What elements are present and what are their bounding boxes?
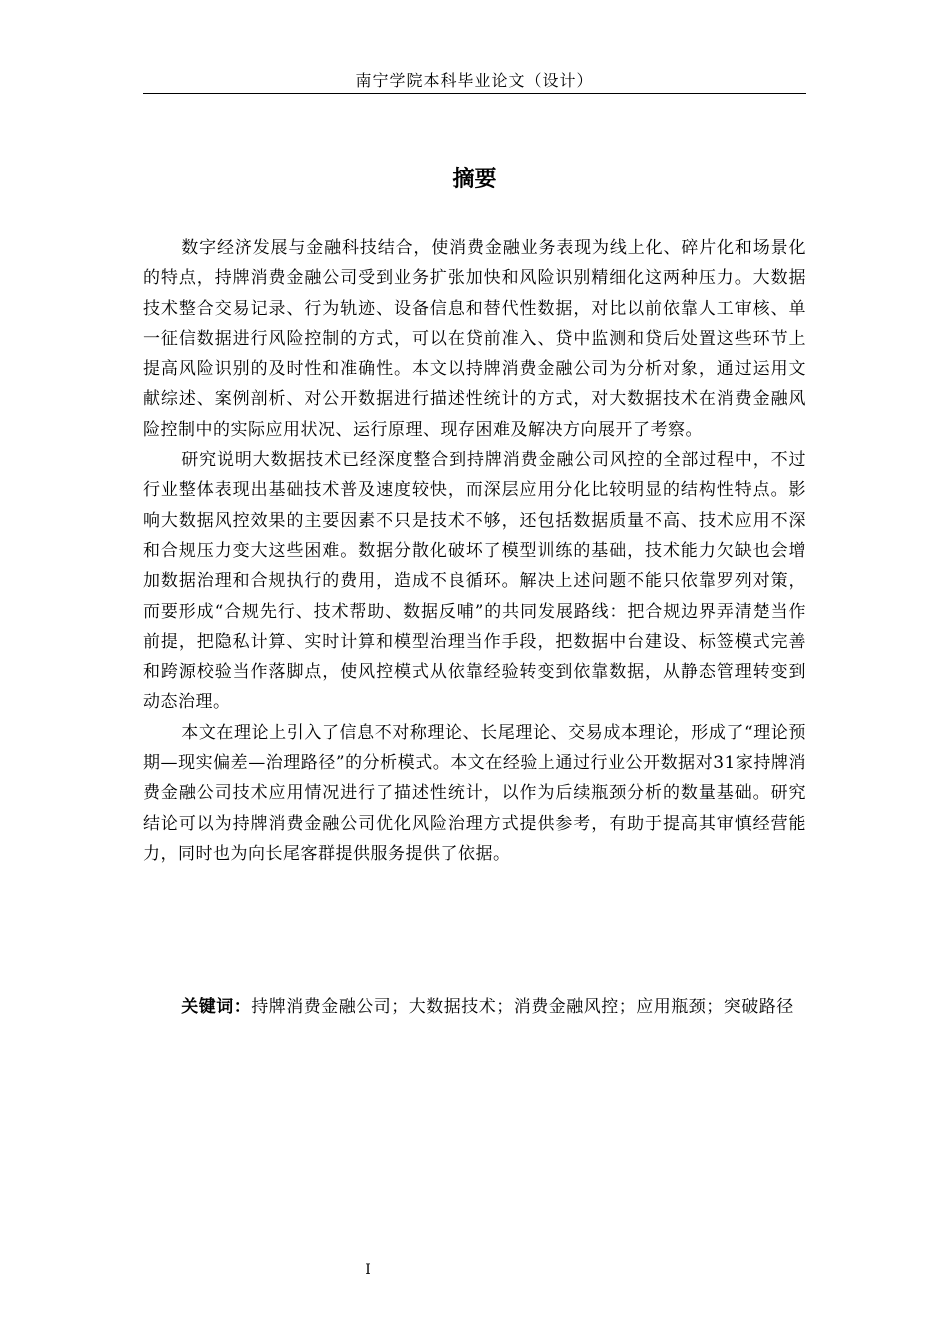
header-rule (143, 93, 806, 94)
abstract-body (143, 233, 806, 869)
abstract-paragraph-1: 数字经济发展与金融科技结合，使消费金融业务表现为线上化、碎片化和场景化的特点，持牌消费金融公司受到业务扩张加快和风险识别精细化这两种压力。大数据技术整合交易记录、行为轨迹、设备信息和替代性数据，对比以前依靠人工审核、单一征信数据进行风险控制的方式，可以在贷前准入、贷中监测和贷后处置这些环节上提高风险识别的及时性和准确性。本文以持牌消费金融公司为分析对象，通过运用文献综述、案例剖析、对公开数据进行描述性统计的方式，对大数据技术在消费金融风险控制中的实际应用状况、运行原理、现存困难及解决方向展开了考察。 (143, 238, 806, 440)
keywords-text: 持牌消费金融公司；大数据技术；消费金融风控；应用瓶颈；突破路径 (251, 997, 794, 1017)
page-number: I (365, 1262, 371, 1278)
abstract-paragraph-3: 本文在理论上引入了信息不对称理论、长尾理论、交易成本理论，形成了“理论预期—现实偏差—治理路径”的分析模式。本文在经验上通过行业公开数据对31家持牌消费金融公司技术应用情况进行了描述性统计，以作为后续瓶颈分析的数量基础。研究结论可以为持牌消费金融公司优化风险治理方式提供参考，有助于提高其审慎经营能力，同时也为向长尾客群提供服务提供了依据。 (143, 722, 806, 864)
abstract-title: 摘要 (452, 167, 497, 192)
running-header: 南宁学院本科毕业论文（设计） (355, 71, 594, 90)
keywords-label: 关键词： (181, 997, 252, 1017)
abstract-paragraph-2: 研究说明大数据技术已经深度整合到持牌消费金融公司风控的全部过程中，不过行业整体表现出基础技术普及速度较快，而深层应用分化比较明显的结构性特点。影响大数据风控效果的主要因素不只是技术不够，还包括数据质量不高、技术应用不深和合规压力变大这些困难。数据分散化破坏了模型训练的基础，技术能力欠缺也会增加数据治理和合规执行的费用，造成不良循环。解决上述问题不能只依靠罗列对策，而要形成“合规先行、技术帮助、数据反哺”的共同发展路线：把合规边界弄清楚当作前提，把隐私计算、实时计算和模型治理当作手段，把数据中台建设、标签模式完善和跨源校验当作落脚点，使风控模式从依靠经验转变到依靠数据，从静态管理转变到动态治理。 (143, 450, 806, 713)
keywords-line (143, 992, 806, 1022)
